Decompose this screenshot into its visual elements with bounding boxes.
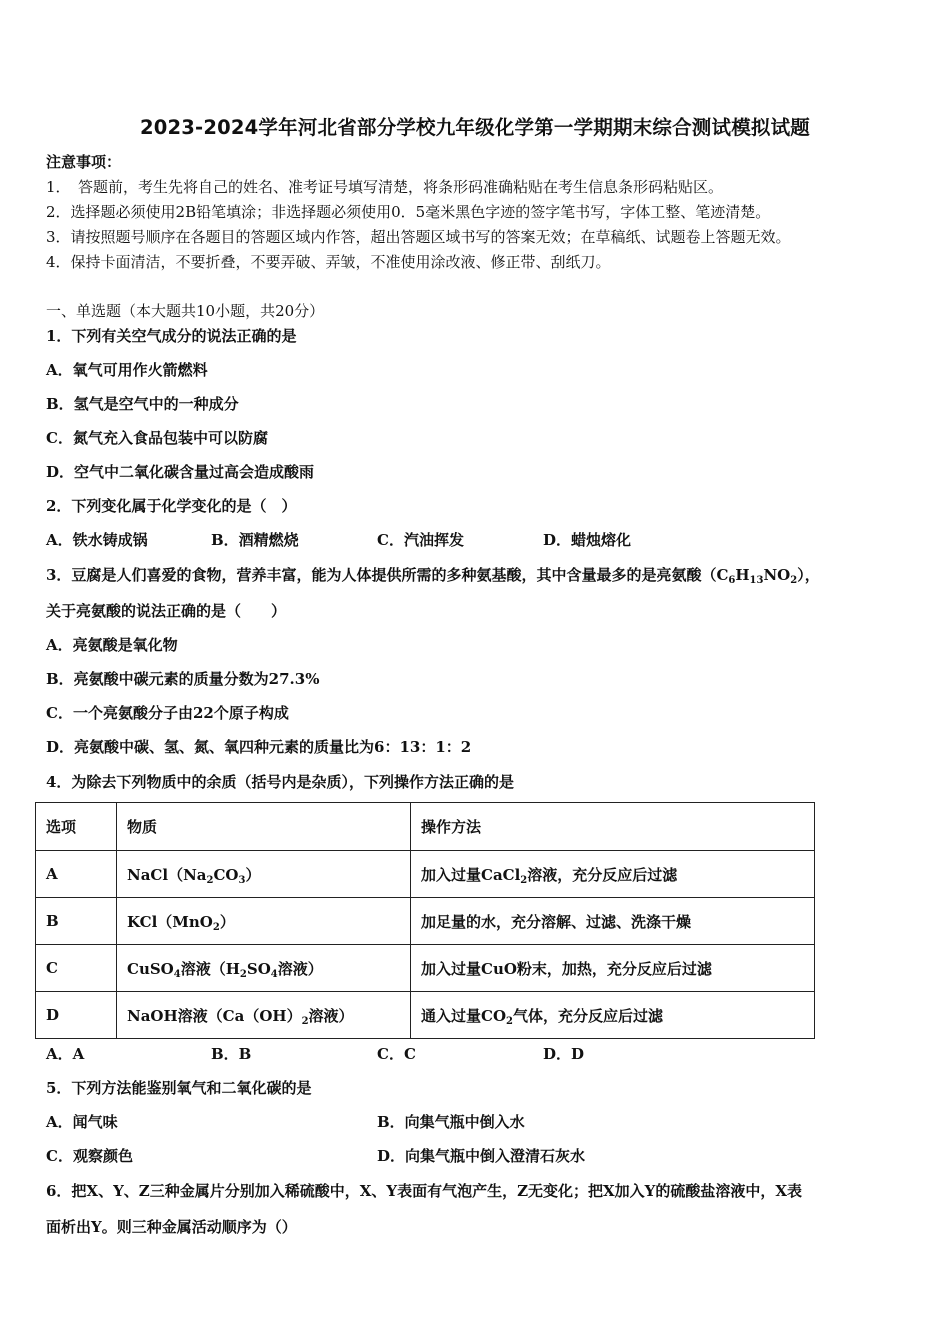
q5-option-a: A．闻气味 xyxy=(46,1113,118,1131)
q4-option-b: B．B xyxy=(211,1045,252,1063)
q4-option-c: C．C xyxy=(377,1045,416,1063)
q1-option-b: B．氢气是空气中的一种成分 xyxy=(46,395,239,413)
page-title: 2023-2024学年河北省部分学校九年级化学第一学期期末综合测试模拟试题 xyxy=(139,116,811,139)
q1-option-d: D．空气中二氧化碳含量过高会造成酸雨 xyxy=(46,463,315,481)
table-row xyxy=(36,992,815,1039)
section-heading: 一、单选题（本大题共10小题，共20分） xyxy=(46,302,325,320)
q3-option-c: C．一个亮氨酸分子由22个原子构成 xyxy=(46,704,289,722)
table-row xyxy=(36,945,815,992)
table-cell-substance: NaOH溶液（$Ca(OH)_2$溶液） xyxy=(117,992,411,1039)
q2-option-a: A．铁水铸成锅 xyxy=(46,531,148,549)
table-header-row xyxy=(36,803,815,851)
q5-stem: 5．下列方法能鉴别氧气和二氧化碳的是 xyxy=(46,1079,312,1097)
table-cell-option: A xyxy=(36,851,117,898)
q2-option-d: D．蜡烛熔化 xyxy=(543,531,632,549)
q3-option-d: D．亮氨酸中碳、氢、氮、氧四种元素的质量比为6：13：1：2 xyxy=(46,738,472,756)
table-cell-option: B xyxy=(36,898,117,945)
q3-option-a: A．亮氨酸是氧化物 xyxy=(46,636,178,654)
notice-item-3: 3．请按照题号顺序在各题目的答题区域内作答，超出答题区域书写的答案无效；在草稿纸、试题卷上答题无效。 xyxy=(46,228,791,246)
q3-stem: 3．豆腐是人们喜爱的食物，营养丰富，能为人体提供所需的多种氨基酸，其中含量最多的是亮氨酸$(C_6H_{13}NO_2)$， xyxy=(46,566,820,586)
table-cell-option: C xyxy=(36,945,117,992)
notice-item-2: 2．选择题必须使用2B铅笔填涂；非选择题必须使用0．5毫米黑色字迹的签字笔书写，字体工整、笔迹清楚。 xyxy=(46,203,771,221)
q6-stem: 6．把X、Y、Z三种金属片分别加入稀硫酸中，X、Y表面有气泡产生，Z无变化；把X加入Y的硫酸盐溶液中，X表 xyxy=(46,1182,803,1200)
q2-option-c: C．汽油挥发 xyxy=(377,531,464,549)
table-header-method: 操作方法 xyxy=(411,803,815,851)
q1-option-a: A．氧气可用作火箭燃料 xyxy=(46,361,208,379)
q5-option-d: D．向集气瓶中倒入澄清石灰水 xyxy=(377,1147,586,1165)
q4-stem: 4．为除去下列物质中的余质（括号内是杂质），下列操作方法正确的是 xyxy=(46,773,514,791)
notice-item-1: 1． 答题前，考生先将自己的姓名、准考证号填写清楚，将条形码准确粘贴在考生信息条形码粘贴区。 xyxy=(46,178,724,196)
q1-option-c: C．氮气充入食品包装中可以防腐 xyxy=(46,429,268,447)
table-cell-substance: KCl（MnO$_2$） xyxy=(117,898,411,945)
notice-item-4: 4．保持卡面清洁，不要折叠，不要弄破、弄皱，不准使用涂改液、修正带、刮纸刀。 xyxy=(46,253,611,271)
q4-option-a: A．A xyxy=(46,1045,85,1063)
table-cell-method: 加足量的水，充分溶解、过滤、洗涤干燥 xyxy=(411,898,815,945)
table-cell-option: D xyxy=(36,992,117,1039)
q3-option-b: B．亮氨酸中碳元素的质量分数为27.3% xyxy=(46,670,320,688)
table-header-substance: 物质 xyxy=(117,803,411,851)
q5-option-c: C．观察颜色 xyxy=(46,1147,133,1165)
q1-stem: 1．下列有关空气成分的说法正确的是 xyxy=(46,327,297,345)
q2-option-b: B．酒精燃烧 xyxy=(211,531,299,549)
table-row xyxy=(36,851,815,898)
table-row xyxy=(36,898,815,945)
q5-option-b: B．向集气瓶中倒入水 xyxy=(377,1113,525,1131)
table-cell-method: 加入过量CuO粉末，加热，充分反应后过滤 xyxy=(411,945,815,992)
table-cell-method: 通入过量$CO_2$气体，充分反应后过滤 xyxy=(411,992,815,1039)
q4-option-d: D．D xyxy=(543,1045,585,1063)
q6-stem-cont: 面析出Y。则三种金属活动顺序为（） xyxy=(46,1218,297,1236)
notice-heading: 注意事项： xyxy=(46,153,122,171)
q2-stem: 2．下列变化属于化学变化的是（ ） xyxy=(46,497,297,515)
q3-stem-cont: 关于亮氨酸的说法正确的是（ ） xyxy=(46,602,287,620)
table-cell-substance: CuSO$_4$溶液（$H_2SO_4$溶液） xyxy=(117,945,411,992)
table-cell-method: 加入过量CaCl$_2$溶液，充分反应后过滤 xyxy=(411,851,815,898)
table-header-option: 选项 xyxy=(36,803,117,851)
table-cell-substance: $NaCl(Na_2CO_3)$ xyxy=(117,851,411,898)
q4-table xyxy=(35,802,815,1039)
